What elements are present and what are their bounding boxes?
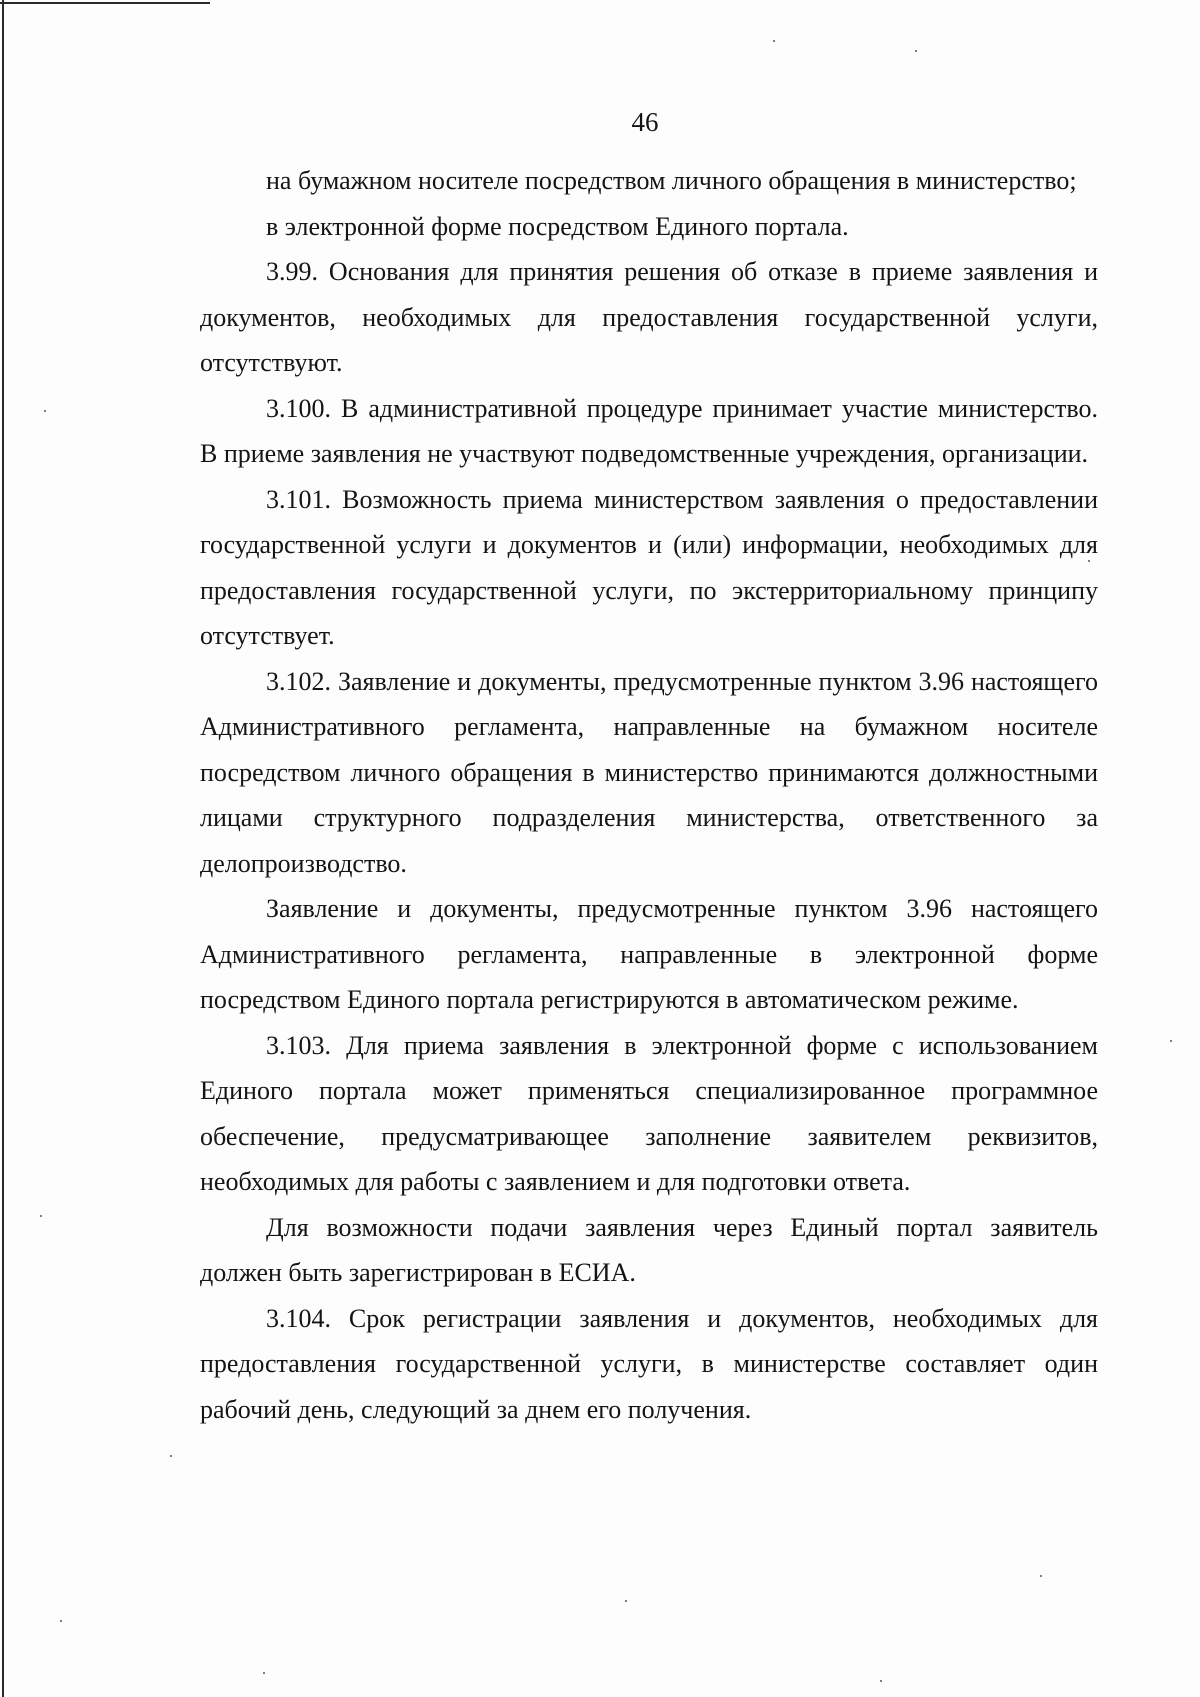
scan-border-top	[0, 2, 210, 4]
document-body	[200, 158, 1098, 1432]
paragraph: 3.104. Срок регистрации заявления и документов, необходимых для предоставления государственной услуги, в министерстве составляет один рабочий день, следующий за днем его получения.	[200, 1303, 1098, 1424]
scan-speck	[60, 1620, 62, 1622]
paragraph: 3.101. Возможность приема министерством заявления о предоставлении государственной услуги и документов и (или) информации, необходимых для предоставления государственной услуги, по экстерриториальному принципу отсутствует.	[200, 484, 1098, 650]
scan-speck	[44, 410, 46, 412]
paragraph: Заявление и документы, предусмотренные пунктом 3.96 настоящего Административного регламента, направленные в электронной форме посредством Единого портала регистрируются в автоматическом режиме.	[200, 894, 1098, 1014]
paragraph: 3.102. Заявление и документы, предусмотренные пунктом 3.96 настоящего Административного регламента, направленные на бумажном носителе посредством личного обращения в министерство принимаются должностными лицами структурного подразделения министерства, ответственного за делопроизводство.	[200, 666, 1098, 878]
scan-speck	[170, 1455, 172, 1457]
paragraph: в электронной форме посредством Единого портала.	[266, 211, 849, 241]
scan-speck	[915, 50, 917, 52]
paragraph: Для возможности подачи заявления через Единый портал заявитель должен быть зарегистрирован в ЕСИА.	[200, 1212, 1098, 1287]
scan-speck	[263, 1672, 265, 1674]
paragraph: на бумажном носителе посредством личного обращения в министерство;	[266, 166, 1077, 195]
page-number: 46	[631, 107, 659, 137]
scan-border-left	[2, 0, 4, 1697]
paragraph: 3.100. В административной процедуре принимает участие министерство. В приеме заявления не участвуют подведомственные учреждения, организации.	[200, 393, 1098, 468]
scan-speck	[1088, 560, 1090, 562]
scan-speck	[1170, 1040, 1172, 1042]
scan-speck	[1040, 1575, 1042, 1577]
scan-speck	[880, 1680, 882, 1682]
scan-speck	[625, 1600, 627, 1602]
paragraph: 3.99. Основания для принятия решения об отказе в приеме заявления и документов, необходимых для предоставления государственной услуги, отсутствуют.	[200, 257, 1098, 377]
scan-speck	[773, 40, 775, 42]
scan-speck	[40, 1215, 42, 1217]
paragraph: 3.103. Для приема заявления в электронной форме с использованием Единого портала может применяться специализированное программное обеспечение, предусматривающее заполнение заявителем реквизитов, необходимых для работы с заявлением и для подготовки ответа.	[200, 1030, 1098, 1196]
